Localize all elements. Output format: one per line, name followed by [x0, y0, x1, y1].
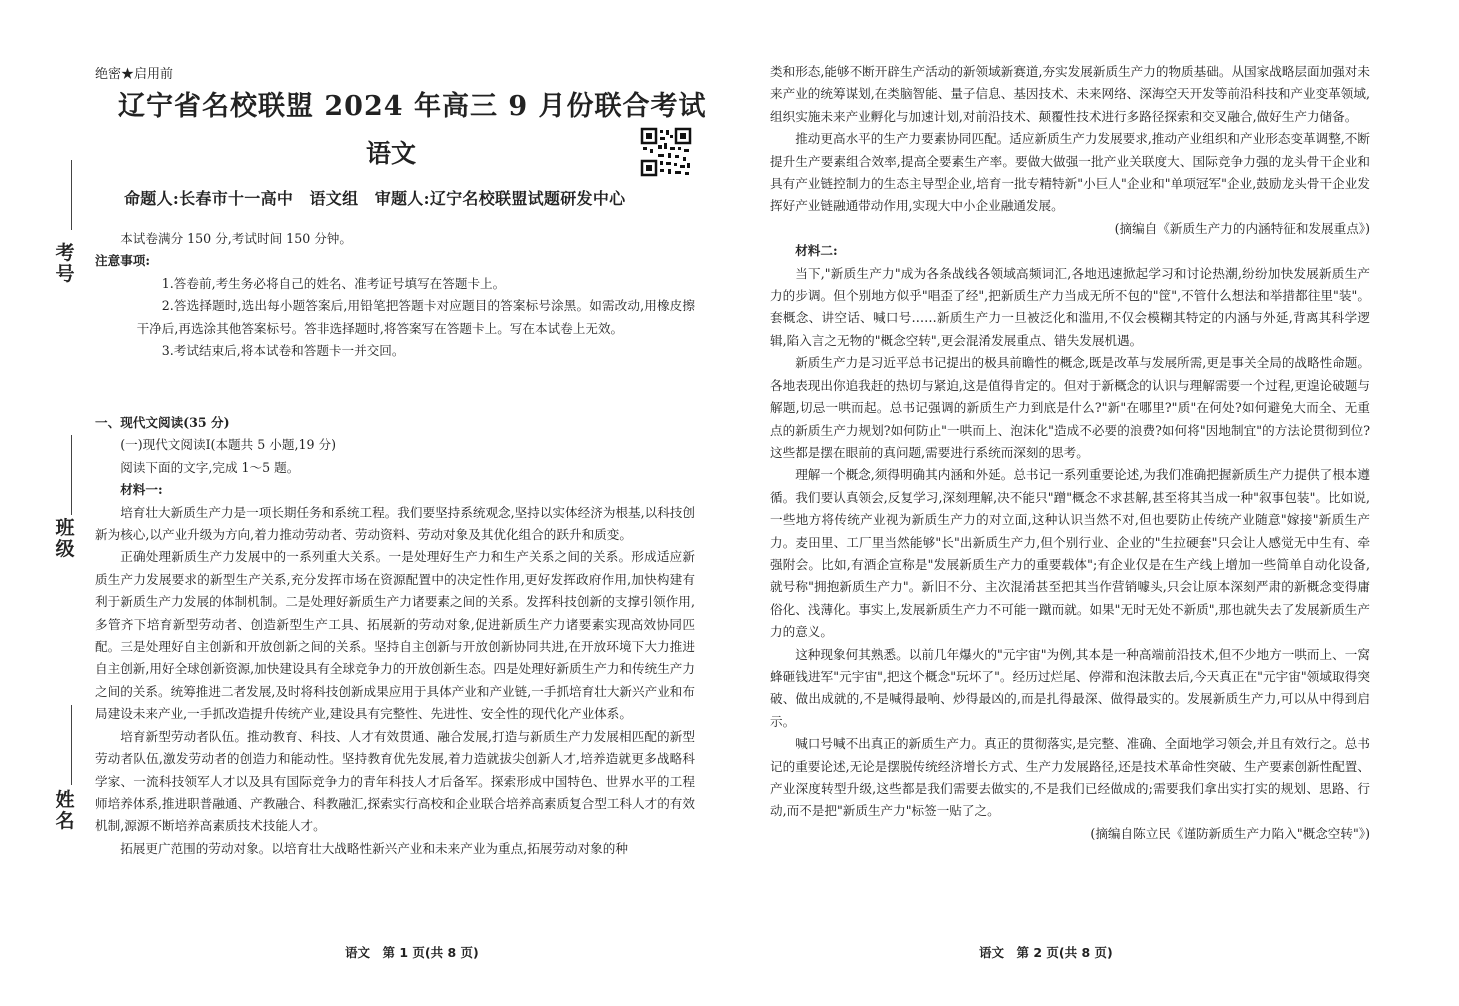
paragraph: 理解一个概念,须得明确其内涵和外延。总书记一系列重要论述,为我们准确把握新质生产力提供了根本遵循。我们要认真领会,反复学习,深刻理解,决不能只"蹭"概念不求甚解,甚至将其当成一种"叙事包装"。比如说,一些地方将传统产业视为新质生产力的对立面,这种认识当然不对,但也要防止传统产业随意"嫁接"新质生产力。麦田里、工厂里当然能够"长"出新质生产力,但个别行业、企业的"生拉硬套"只会让人感觉无中生有、牵强附会。比如,有酒企宣称是"发展新质生产力的重要载体";有企业仅是在生产线上增加一些简单自动化设备,就号称"拥抱新质生产力"。新旧不分、主次混淆甚至把其当作营销噱头,只会让原本深刻严肃的新概念变得庸俗化、浅薄化。事实上,发展新质生产力不可能一蹴而就。如果"无时无处不新质",那也就失去了发展新质生产力的意义。 — [770, 467, 1370, 640]
binding-line — [71, 435, 72, 515]
material-2-label: 材料二: — [795, 243, 838, 259]
paragraph: 这种现象何其熟悉。以前几年爆火的"元宇宙"为例,其本是一种高端前沿技术,但不少地方一哄而上、一窝蜂砸钱进军"元宇宙",把这个概念"玩坏了"。经历过烂尾、停滞和泡沫散去后,今天真正在"元宇宙"领域取得突破、做出成就的,不是喊得最响、炒得最凶的,而是扎得最深、做得最实的。发展新质生产力,可以从中得到启示。 — [770, 646, 1370, 729]
reading-instruction: 阅读下面的文字,完成 1～5 题。 — [120, 459, 300, 475]
name-field: 姓名 — [55, 789, 75, 832]
paragraph: 拓展更广范围的劳动对象。以培育壮大战略性新兴产业和未来产业为重点,拓展劳动对象的种 — [120, 840, 628, 856]
subject-title: 语文 — [366, 139, 417, 168]
confidential-label: 绝密★启用前 — [95, 67, 174, 82]
material-1-label: 材料一: — [120, 482, 163, 498]
source-citation: (摘编自陈立民《谨防新质生产力陷入"概念空转"》) — [1090, 825, 1370, 841]
notes-title: 注意事项: — [95, 253, 151, 269]
note-item: 3.考试结束后,将本试卷和答题卡一并交回。 — [161, 343, 405, 359]
authors-line: 命题人:长春市十一高中 语文组 审题人:辽宁名校联盟试题研发中心 — [124, 189, 626, 208]
paragraph: 类和形态,能够不断开辟生产活动的新领域新赛道,夯实发展新质生产力的物质基础。从国家战略层面加强对未来产业的统筹谋划,在类脑智能、量子信息、基因技术、未来网络、深海空天开发等前沿科技和产业变革领域,组织实施未来产业孵化与加速计划,对前沿技术、颠覆性技术进行多路径探索和交叉融合,做好生产力储备。 — [770, 64, 1370, 124]
page-footer: 语文 第 1 页(共 8 页) — [345, 945, 479, 960]
exam-instructions — [95, 228, 695, 362]
section-title: 一、现代文阅读(35 分) — [95, 415, 230, 430]
note-item: 1.答卷前,考生务必将自己的姓名、准考证号填写在答题卡上。 — [161, 275, 506, 291]
binding-line — [71, 160, 72, 230]
exam-number-field: 考号 — [55, 242, 75, 285]
reading-section — [95, 412, 695, 860]
paragraph: 推动更高水平的生产力要素协同匹配。适应新质生产力发展要求,推动产业组织和产业形态变革调整,不断提升生产要素组合效率,提高全要素生产率。要做大做强一批产业关联度大、国际竞争力强的龙头骨干企业和具有产业链控制力的生态主导型企业,培育一批专精特新"小巨人"企业和"单项冠军"企业,鼓励龙头骨干企业发挥好产业链融通带动作用,实现大中小企业融通发展。 — [770, 131, 1370, 214]
page-2 — [730, 0, 1459, 1006]
reading-section-continued — [770, 61, 1370, 845]
paragraph: 培育壮大新质生产力是一项长期任务和系统工程。我们要坚持系统观念,坚持以实体经济为根基,以科技创新为核心,以产业升级为方向,着力推动劳动者、劳动资料、劳动对象及其优化组合的跃升和质变。 — [95, 504, 695, 543]
page-footer: 语文 第 2 页(共 8 页) — [979, 945, 1113, 960]
class-field: 班级 — [55, 517, 75, 560]
qr-code-icon — [640, 127, 692, 177]
paragraph: 新质生产力是习近平总书记提出的极具前瞻性的概念,既是改革与发展所需,更是事关全局的战略性命题。各地表现出你追我赶的热切与紧迫,这是值得肯定的。但对于新概念的认识与理解需要一个过程,更遑论破题与解题,切忌一哄而起。总书记强调的新质生产力到底是什么?"新"在哪里?"质"在何处?如何避免大而全、无重点的新质生产力规划?如何防止"一哄而上、泡沫化"造成不必要的浪费?如何将"因地制宜"的方法论贯彻到位?这些都是摆在眼前的真问题,需要进行系统而深刻的思考。 — [770, 355, 1370, 460]
score-info: 本试卷满分 150 分,考试时间 150 分钟。 — [120, 231, 352, 246]
paragraph: 培育新型劳动者队伍。推动教育、科技、人才有效贯通、融合发展,打造与新质生产力发展相匹配的新型劳动者队伍,激发劳动者的创造力和能动性。坚持教育优先发展,着力造就拔尖创新人才,培养造就更多战略科学家、一流科技领军人才以及具有国际竞争力的青年科技人才后备军。探索形成中国特色、世界水平的工程师培养体系,推进职普融通、产教融合、科教融汇,探索实行高校和企业联合培养高素质复合型工科人才的有效机制,源源不断培养高素质技术技能人才。 — [95, 728, 695, 834]
source-citation: (摘编自《新质生产力的内涵特征和发展重点》) — [1114, 220, 1370, 236]
binding-line — [71, 705, 72, 785]
exam-title: 辽宁省名校联盟 2024 年高三 9 月份联合考试 — [118, 91, 707, 122]
note-item: 2.答选择题时,选出每小题答案后,用铅笔把答题卡对应题目的答案标号涂黑。如需改动,用橡皮擦干净后,再选涂其他答案标号。答非选择题时,将答案写在答题卡上。写在本试卷上无效。 — [136, 298, 695, 336]
subsection-title: (一)现代文阅读Ⅰ(本题共 5 小题,19 分) — [120, 437, 336, 453]
paragraph: 当下,"新质生产力"成为各条战线各领域高频词汇,各地迅速掀起学习和讨论热潮,纷纷加快发展新质生产力的步调。但个别地方似乎"唱歪了经",把新质生产力当成无所不包的"筐",不管什么想法和举措都往里"装"。套概念、讲空话、喊口号……新质生产力一旦被泛化和滥用,不仅会模糊其特定的内涵与外延,背离其科学逻辑,陷入言之无物的"概念空转",更会混淆发展重点、错失发展机遇。 — [770, 265, 1370, 348]
paragraph: 正确处理新质生产力发展中的一系列重大关系。一是处理好生产力和生产关系之间的关系。形成适应新质生产力发展要求的新型生产关系,充分发挥市场在资源配置中的决定性作用,更好发挥政府作用,加快构建有利于新质生产力发展的体制机制。二是处理好新质生产力诸要素之间的关系。发挥科技创新的支撑引领作用,多管齐下培育新型劳动者、创造新型生产工具、拓展新的劳动对象,促进新质生产力诸要素实现高效协同匹配。三是处理好自主创新和开放创新之间的关系。坚持自主创新与开放创新协同共进,在开放环境下大力推进自主创新,用好全球创新资源,加快建设具有全球竞争力的开放创新生态。四是处理好新质生产力和传统生产力之间的关系。统筹推进二者发展,及时将科技创新成果应用于具体产业和产业链,一手抓培育壮大新兴产业和布局建设未来产业,一手抓改造提升传统产业,建设具有完整性、先进性、安全性的现代化产业体系。 — [95, 549, 695, 722]
paragraph: 喊口号喊不出真正的新质生产力。真正的贯彻落实,是完整、准确、全面地学习领会,并且有效行之。总书记的重要论述,无论是摆脱传统经济增长方式、生产力发展路径,还是技术革命性突破、生产要素创新性配置、产业深度转型升级,这些都是我们需要去做实的,不是我们已经做成的;需要我们拿出实打实的规划、思路、行动,而不是把"新质生产力"标签一贴了之。 — [770, 736, 1370, 819]
